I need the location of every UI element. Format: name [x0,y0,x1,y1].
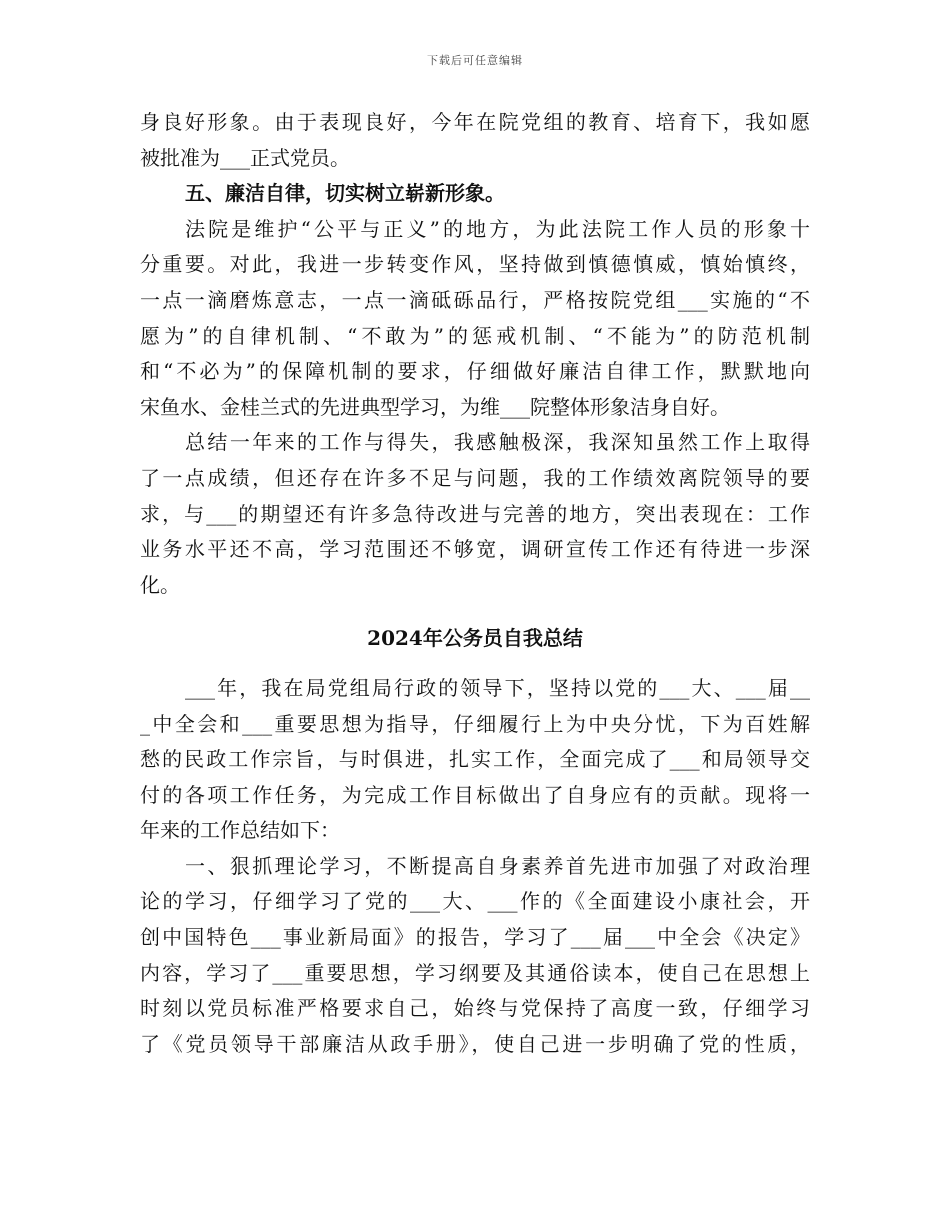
paragraph-line: 愁的民政工作宗旨，与时俱进，扎实工作，全面完成了___和局领导交 [140,747,810,772]
paragraph-line: 了一点成绩，但还存在许多不足与问题，我的工作绩效离院领导的要 [140,465,810,490]
paragraph-line: 愿为”的自律机制、“不敢为”的惩戒机制、“不能为”的防范机制 [140,323,810,348]
paragraph-line: 分重要。对此，我进一步转变作风，坚持做到慎德慎威，慎始慎终， [140,252,810,277]
paragraph-line: _中全会和___重要思想为指导，仔细履行上为中央分忧，下为百姓解 [140,711,810,736]
paragraph-line: 论的学习，仔细学习了党的___大、___作的《全面建设小康社会，开 [140,889,810,914]
paragraph-line: 宋鱼水、金桂兰式的先进典型学习，为维___院整体形象洁身自好。 [140,394,730,419]
paragraph-line: 求，与___的期望还有许多急待改进与完善的地方，突出表现在：工作 [140,501,810,526]
section-heading: 五、廉洁自律，切实树立崭新形象。 [185,181,505,206]
paragraph-line: 法院是维护“公平与正义”的地方，为此法院工作人员的形象十 [185,216,810,241]
page-header: 下载后可任意编辑 [427,54,523,67]
paragraph-line: 身良好形象。由于表现良好，今年在院党组的教育、培育下，我如愿 [140,110,810,134]
paragraph-line: 和“不必为”的保障机制的要求，仔细做好廉洁自律工作，默默地向 [140,359,810,384]
paragraph-line: 总结一年来的工作与得失，我感触极深，我深知虽然工作上取得 [185,430,810,455]
paragraph-line: 被批准为___正式党员。 [140,145,350,170]
paragraph-line: 内容，学习了___重要思想，学习纲要及其通俗读本，使自己在思想上 [140,960,810,985]
paragraph-line: 时刻以党员标准严格要求自己，始终与党保持了高度一致，仔细学习 [140,996,810,1021]
paragraph-line: 了《党员领导干部廉洁从政手册》，使自己进一步明确了党的性质， [140,1031,810,1056]
paragraph-line: 付的各项工作任务，为完成工作目标做出了自身应有的贡献。现将一 [140,782,810,807]
paragraph-line: 年来的工作总结如下： [140,818,340,843]
paragraph-line: 业务水平还不高，学习范围还不够宽，调研宣传工作还有待进一步深 [140,537,810,562]
paragraph-line: ___年，我在局党组局行政的领导下，坚持以党的___大、___届__ [185,675,810,700]
paragraph-line: 一、狠抓理论学习，不断提高自身素养首先进市加强了对政治理 [185,853,810,878]
paragraph-line: 创中国特色___事业新局面》的报告，学习了___届___中全会《决定》 [140,925,810,950]
document-title: 2024年公务员自我总结 [367,626,583,651]
paragraph-line: 化。 [140,572,180,597]
document-body [140,105,810,1062]
paragraph-line: 一点一滴磨炼意志，一点一滴砥砾品行，严格按院党组___实施的“不 [140,287,810,312]
